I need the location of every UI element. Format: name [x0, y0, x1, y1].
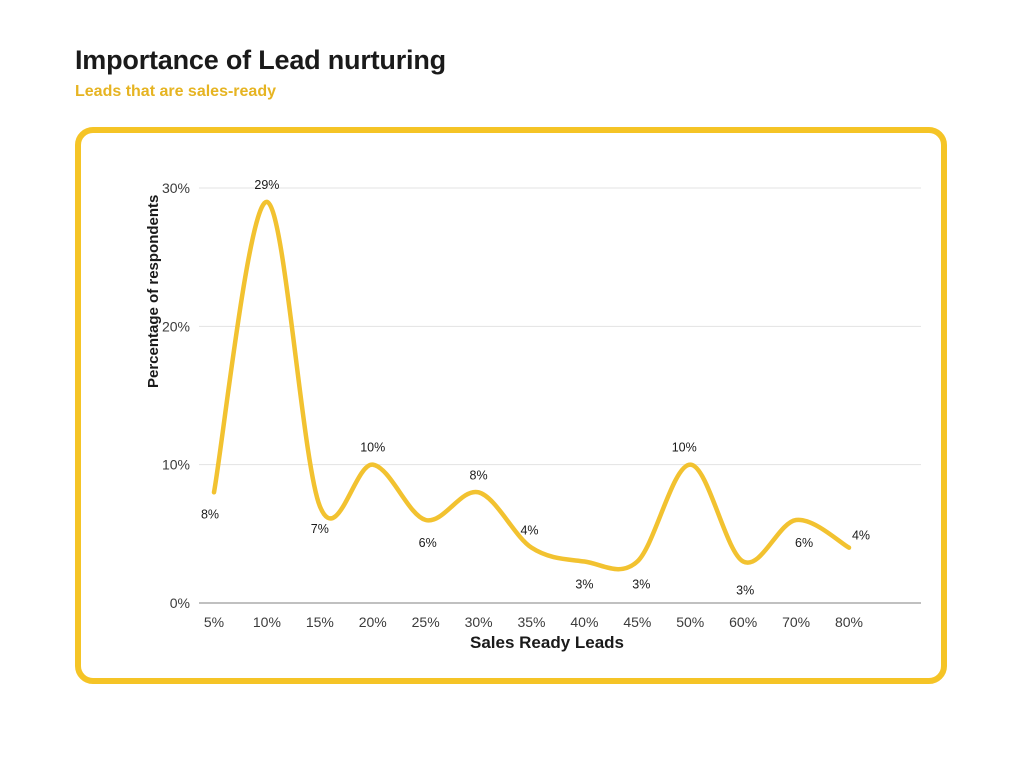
- data-point-label: 3%: [736, 583, 755, 598]
- data-point-label: 3%: [632, 577, 651, 592]
- y-tick-label: 0%: [169, 595, 190, 611]
- chart-header: [75, 44, 446, 102]
- x-tick-label: 30%: [464, 614, 493, 630]
- data-point-label: 8%: [469, 468, 488, 483]
- y-tick-label: 10%: [161, 456, 190, 473]
- data-point-label: 6%: [795, 536, 814, 550]
- data-point-label: 8%: [200, 507, 220, 522]
- x-tick-label: 25%: [411, 614, 440, 630]
- y-tick-label: 20%: [161, 318, 190, 335]
- x-tick-label: 80%: [834, 614, 864, 630]
- y-tick-label: 30%: [161, 180, 190, 196]
- page-title: Importance of Lead nurturing: [75, 45, 446, 75]
- x-tick-label: 10%: [252, 614, 281, 630]
- x-tick-label: 35%: [517, 614, 546, 630]
- x-tick-label: 40%: [570, 614, 599, 630]
- x-tick-label: 5%: [203, 614, 225, 630]
- plot-area: [81, 133, 953, 690]
- y-axis-title: Percentage of respondents: [145, 194, 162, 388]
- x-tick-label: 70%: [782, 614, 811, 630]
- x-tick-labels: [204, 614, 863, 630]
- data-point-label: 4%: [851, 528, 871, 543]
- data-point-label: 29%: [254, 177, 280, 192]
- x-tick-label: 45%: [623, 614, 652, 630]
- data-point-label: 10%: [360, 440, 386, 455]
- chart-card: [75, 127, 947, 684]
- page-subtitle: Leads that are sales-ready: [75, 83, 276, 101]
- data-point-label: 7%: [310, 522, 329, 537]
- x-tick-label: 15%: [305, 614, 334, 630]
- x-tick-label: 50%: [676, 614, 705, 630]
- data-point-label: 3%: [575, 577, 594, 592]
- line-chart-svg: [81, 133, 953, 690]
- data-point-label: 4%: [520, 523, 539, 538]
- data-point-label: 6%: [418, 536, 437, 550]
- y-tick-labels: [162, 180, 190, 611]
- x-axis-title: [81, 633, 953, 653]
- x-axis-title-text: Sales Ready Leads: [469, 633, 625, 652]
- x-tick-label: 20%: [358, 614, 387, 630]
- x-tick-label: 60%: [729, 614, 758, 630]
- data-point-label: 10%: [671, 440, 697, 455]
- gridlines: [199, 188, 921, 465]
- series-line: [214, 202, 849, 569]
